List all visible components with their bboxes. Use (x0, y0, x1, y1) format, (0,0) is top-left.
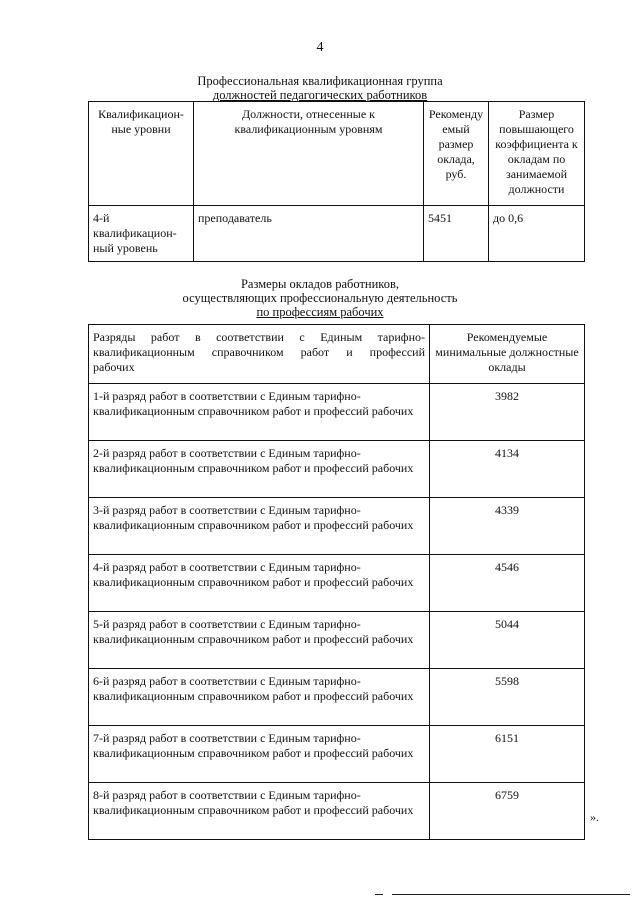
header-grade-line: рабочих (93, 360, 135, 374)
cell-salary: 6151 (430, 726, 585, 783)
header-coefficient: Размер повышающего коэффициента к окладам по занимаемой должности (489, 102, 585, 206)
page-number: 4 (316, 40, 324, 55)
cell-coefficient: до 0,6 (489, 206, 585, 262)
table-row (89, 783, 585, 840)
table-row (89, 441, 585, 498)
table2-title-line (0, 305, 640, 319)
header-grade-line: квалификационным справочником работ и профессий (93, 345, 425, 359)
cell-grade: 5-й разряд работ в соответствии с Единым тарифно-квалификационным справочником работ и профессий рабочих (89, 612, 430, 669)
header-positions: Должности, отнесенные к квалификационным уровням (194, 102, 424, 206)
table-row (89, 726, 585, 783)
cell-grade: 1-й разряд работ в соответствии с Единым тарифно-квалификационным справочником работ и профессий рабочих (89, 384, 430, 441)
table2-title-line: Размеры окладов работников, (240, 277, 400, 291)
cell-salary: 5044 (430, 612, 585, 669)
table-row (89, 555, 585, 612)
cell-salary: 4339 (430, 498, 585, 555)
table1-title-line (0, 88, 640, 102)
cell-grade: 6-й разряд работ в соответствии с Единым тарифно-квалификационным справочником работ и профессий рабочих (89, 669, 430, 726)
cell-salary: 4134 (430, 441, 585, 498)
table2-title-line: осуществляющих профессиональную деятельность (182, 291, 458, 305)
cell-grade: 4-й разряд работ в соответствии с Единым тарифно-квалификационным справочником работ и профессий рабочих (89, 555, 430, 612)
closing-quote-mark: ». (590, 810, 599, 824)
cell-salary: 5451 (424, 206, 489, 262)
header-qualification-levels: Квалификацион-ные уровни (89, 102, 194, 206)
table-header-row (89, 102, 585, 206)
table-row (89, 206, 585, 262)
table1-title-line: Профессиональная квалификационная группа (197, 74, 443, 88)
cell-salary: 3982 (430, 384, 585, 441)
cell-grade: 3-й разряд работ в соответствии с Единым тарифно-квалификационным справочником работ и профессий рабочих (89, 498, 430, 555)
pedagogical-staff-table (88, 101, 585, 262)
table-row (89, 498, 585, 555)
table-row (89, 384, 585, 441)
cell-grade: 7-й разряд работ в соответствии с Единым тарифно-квалификационным справочником работ и профессий рабочих (89, 726, 430, 783)
table-row (89, 669, 585, 726)
cell-grade: 8-й разряд работ в соответствии с Единым тарифно-квалификационным справочником работ и профессий рабочих (89, 783, 430, 840)
cell-grade: 2-й разряд работ в соответствии с Единым тарифно-квалификационным справочником работ и профессий рабочих (89, 441, 430, 498)
workers-salary-table (88, 324, 585, 840)
header-min-salary: Рекомендуемые минимальные должностные оклады (430, 325, 585, 384)
header-recommended-salary: Рекоменду емый размер оклада, руб. (424, 102, 489, 206)
cell-salary: 5598 (430, 669, 585, 726)
table-row (89, 612, 585, 669)
header-grade (89, 325, 430, 384)
table1-title (0, 74, 640, 102)
table2-title-line-text: по профессиям рабочих (256, 305, 384, 319)
table1-title-line-text: должностей педагогических работников (212, 88, 428, 102)
cell-salary: 6759 (430, 783, 585, 840)
cell-salary: 4546 (430, 555, 585, 612)
footer-rule (392, 894, 630, 895)
table-header-row (89, 325, 585, 384)
table2-title (0, 277, 640, 319)
header-grade-line: Разряды работ в соответствии с Единым тарифно- (93, 330, 425, 344)
footer-rule (375, 894, 383, 895)
cell-level: 4-й квалификацион-ный уровень (89, 206, 194, 262)
cell-position: преподаватель (194, 206, 424, 262)
